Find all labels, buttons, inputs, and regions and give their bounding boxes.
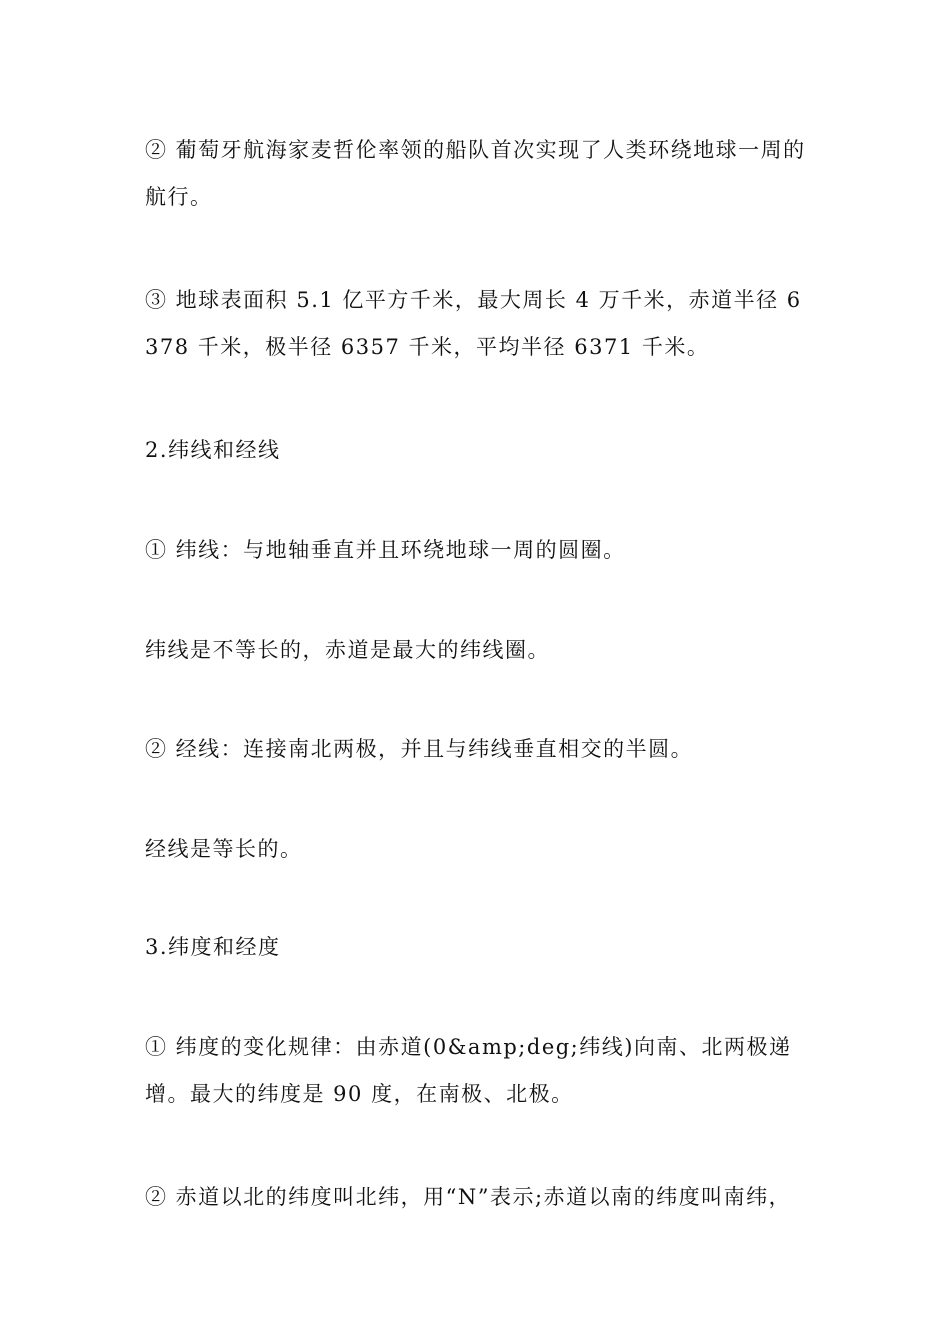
paragraph-longitude-line-length: 经线是等长的。 [145,837,303,861]
paragraph-latitude-line-definition: ① 纬线：与地轴垂直并且环绕地球一周的圆圈。 [145,538,626,562]
section-heading-latitude-longitude: 3.纬度和经度 [145,935,281,959]
paragraph-longitude-line-definition: ② 经线：连接南北两极，并且与纬线垂直相交的半圆。 [145,737,694,761]
paragraph-earth-dimensions: ③ 地球表面积 5.1 亿平方千米，最大周长 4 万千米，赤道半径 6378 千米，极半径 6357 千米，平均半径 6371 千米。 [145,288,802,359]
paragraph-latitude-variation: ① 纬度的变化规律：由赤道(0&amp;deg;纬线)向南、北两极递增。最大的纬度是 90 度，在南极、北极。 [145,1035,792,1106]
paragraph-latitude-line-length: 纬线是不等长的，赤道是最大的纬线圈。 [145,638,550,662]
section-heading-latitude-longitude-lines: 2.纬线和经线 [145,438,281,462]
paragraph-north-south-latitude: ② 赤道以北的纬度叫北纬，用“N”表示;赤道以南的纬度叫南纬， [145,1185,792,1209]
paragraph-magellan: ② 葡萄牙航海家麦哲伦率领的船队首次实现了人类环绕地球一周的航行。 [145,138,806,209]
